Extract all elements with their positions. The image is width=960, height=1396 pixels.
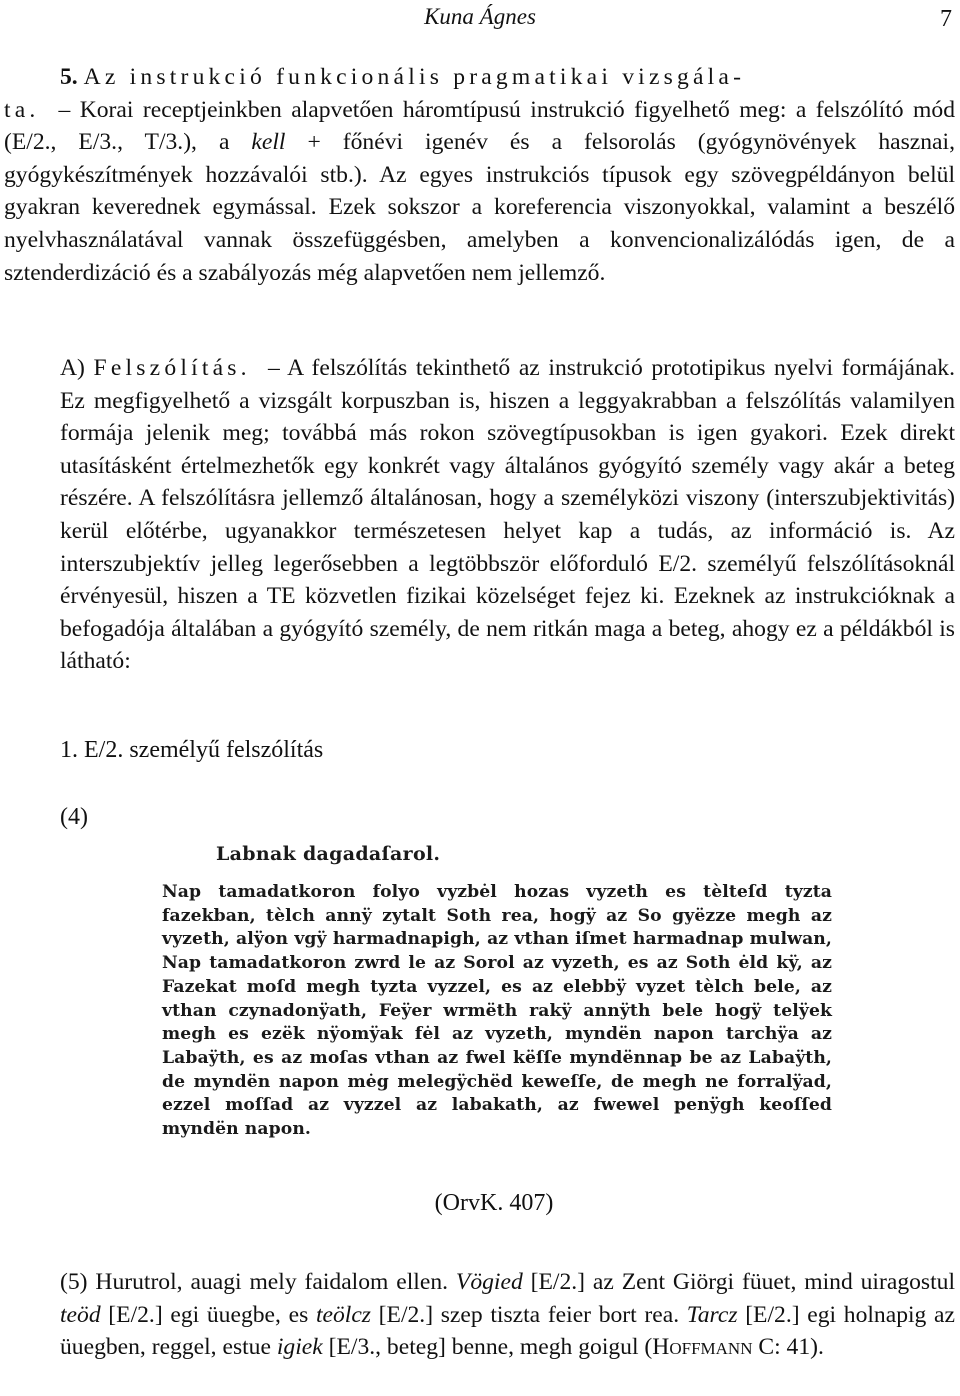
example-verb: Tarcz [686,1301,738,1328]
section-heading-tail: ta. [4,96,40,123]
example-text: [E/2.] szep tiszta feier bort rea. [370,1301,687,1328]
example-verb: Vögied [455,1269,523,1295]
running-header-author: Kuna Ágnes [424,4,536,29]
facsimile-title: Labnak dagadaſarol. [216,843,441,865]
example-verb: teöd [60,1301,101,1328]
example-text: [E/2.] egi holnapig az üuegben, reggel, estue [60,1301,955,1361]
subsection-heading: Felszólítás. [93,355,251,381]
example-verb: teölcz [315,1301,371,1328]
citation-author: Hoffmann [652,1334,753,1361]
section-5-paragraph [4,61,955,289]
body-text: + főnévi igenév és a felsorolás (gyógynövények hasznai, gyógykészítmények hozzávalói stb.). Az egyes instrukciós típusok egy szövegpéldányon belül gyakran keverednek egymással. Ezek sokszor a koreferencia viszonyokkal, valamint a beszélő nyelvhasználatával vannak összefüggésben, amelyben a konvencionalizálódás igen, de a sztenderdizáció és a szabályozás még alapvetően nem jellemző. [4,129,955,286]
section-number: 5. [60,64,78,90]
example-number-4: (4) [60,804,88,830]
heading-dash: – [58,96,71,123]
example-text: (5) Hurutrol, auagi mely faidalom ellen. [60,1269,456,1295]
subsection-label: A) [60,355,85,381]
source-citation: (OrvK. 407) [434,1190,554,1216]
emphasis-kell: kell [251,129,286,156]
facsimile-text: Nap tamadatkoron folyo vyzbėl hozas vyzeth es tèlteſd tyzta fazekban, tèlch annÿ zytalt Soth rea, hogÿ az So gyëzze megh az vyzeth, alÿon vgÿ harmadnapigh, az vthan iſmet harmadnap mulwan, Nap tamadatkoron zwrd le az Sorol az vyzeth, es az Soth ėld kÿ, az Fazekat moſd megh tyzta vyzzel, es az elebbÿ vyzet tèlch bele, az vthan czynadonÿath, Feÿer wrmëth rakÿ annÿth bele hogÿ telÿek megh es ezëk nÿomÿak fėl az vyzeth, myndën napon tarchÿa az Labaÿth, es az moſas vthan az fwel këſſe myndënnap be az Labaÿth, de myndën napon mėg melegÿchëd keweſſe, de megh ne forralÿad, ezzel moſſad az vyzzel az labakath, az fwewel penÿgh keoſſed myndën napon. [162,882,832,1140]
example-5-paragraph [4,1266,955,1364]
example-text: [E/2.] az Zent Giörgi füuet, mind uiragostul [522,1269,955,1295]
example-text: C: 41). [752,1334,824,1361]
section-a-paragraph [4,352,955,678]
page-number: 7 [940,6,952,32]
section-heading: Az instrukció funkcionális pragmatikai vizsgála- [83,64,746,90]
example-heading: 1. E/2. személyű felszólítás [60,737,324,763]
facsimile-excerpt [112,843,832,1142]
body-text: Korai receptjeinkben alapvetően háromtípusú instrukció figyelhető meg: a felszólító mód (E/2., E/3., T/3.), a [4,96,955,156]
example-text: [E/2.] egi üuegbe, es [100,1301,316,1328]
heading-dash: – [268,355,280,381]
body-text: A felszólítás tekinthető az instrukció prototipikus nyelvi formájának. Ez megfigyelhető a vizsgált korpuszban is, hiszen a leggyakrabban a felszólítás valamilyen formája jelenik meg; továbbá más rokon szövegtípusokban is igen gyakori. Ezek direkt utasításként értelmezhetők egy konkrét vagy általános gyógyító személy vagy akár a beteg részére. A felszólításra jellemző általánosan, hogy a személyközi viszony (interszubjektivitás) kerül előtérbe, ugyanakkor természetesen helyet kap a tudás, az információ is. Az interszubjektív jelleg legerősebben a legtöbbször előforduló E/2. személyű felszólításoknál érvényesül, hiszen a TE közvetlen fizikai közelséget fejez ki. Ezeknek az instrukcióknak a befogadója általában a gyógyító személy, de nem ritkán maga a beteg, ahogy ez a példákból is látható: [60,355,955,675]
example-verb: igiek [276,1334,323,1361]
example-text: [E/3., beteg] benne, megh goigul ( [322,1334,653,1361]
